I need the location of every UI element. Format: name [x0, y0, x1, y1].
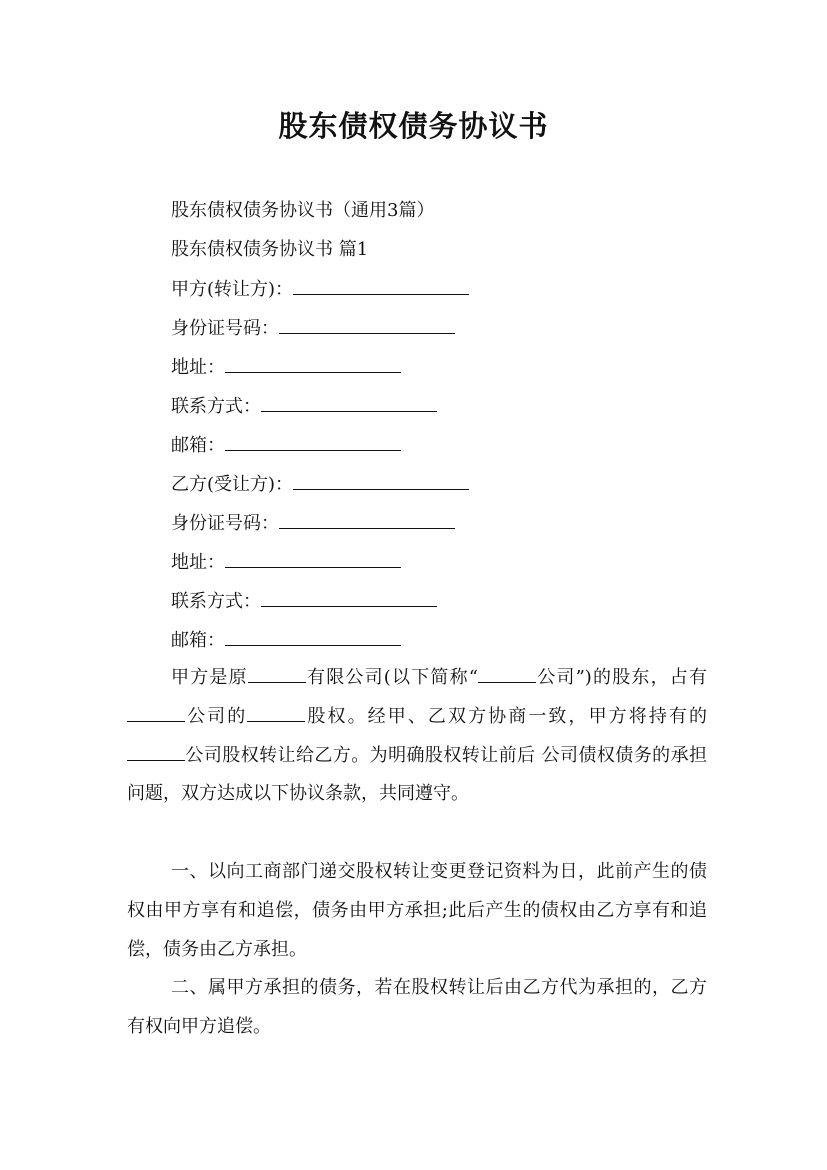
party-a-id-label: 身份证号码：: [171, 318, 279, 339]
party-a-blank: [293, 277, 469, 295]
party-b-id-label: 身份证号码：: [171, 513, 279, 534]
p1-blank-5: [127, 743, 185, 761]
paragraph-3: 二、属甲方承担的债务，若在股权转让后由乙方代为承担的，乙方有权向甲方追偿。: [127, 977, 707, 1037]
party-b-email-label: 邮箱：: [171, 630, 225, 651]
p1-text-c: 公司”)的股东，占有: [536, 667, 707, 688]
party-b-id-field: [171, 511, 455, 536]
party-b-label: 乙方(受让方)：: [171, 474, 294, 495]
p1-text-b: 有限公司(以下简称“: [305, 667, 478, 688]
paragraph-2: 一、以向工商部门递交股权转让变更登记资料为日，此前产生的债权由甲方享有和追偿，债务由甲方承担;此后产生的债权由乙方享有和追偿，债务由乙方承担。: [127, 861, 707, 960]
party-b-email-blank: [225, 628, 401, 646]
p1-blank-1: [248, 665, 306, 683]
p1-text-f: 公司股权转让给乙方。为明确股权转让前后 公司债权债务的承担问题，双方达成以下协议条款，共同遵守。: [127, 744, 707, 805]
party-a-address-blank: [225, 355, 401, 373]
party-a-email-label: 邮箱：: [171, 435, 225, 456]
document-subtitle: 股东债权债务协议书（通用3篇）: [171, 200, 435, 221]
party-b-contact-label: 联系方式：: [171, 591, 261, 612]
party-a-contact-blank: [261, 394, 437, 412]
party-b-contact-field: [171, 589, 437, 614]
party-a-field: [171, 277, 469, 302]
party-b-field: [171, 472, 469, 497]
party-b-address-blank: [225, 550, 401, 568]
party-b-contact-blank: [261, 589, 437, 607]
party-b-address-label: 地址：: [171, 552, 225, 573]
party-b-address-field: [171, 550, 401, 575]
party-a-id-field: [171, 316, 455, 341]
p1-text-d: 公司的: [185, 705, 248, 727]
p1-text-a: 甲方是原: [171, 667, 248, 688]
party-b-id-blank: [279, 511, 455, 529]
party-a-email-field: [171, 433, 401, 458]
party-b-email-field: [171, 628, 401, 653]
party-a-address-label: 地址：: [171, 357, 225, 378]
party-a-label: 甲方(转让方)：: [171, 279, 294, 300]
party-a-contact-field: [171, 394, 437, 419]
p1-text-e: 股权。经甲、乙双方协商一致，甲方将持有的: [305, 705, 708, 727]
document-title: 股东债权债务协议书: [278, 109, 549, 143]
paragraph-1: [127, 659, 707, 814]
party-a-id-blank: [279, 316, 455, 334]
p1-blank-3: [127, 704, 185, 722]
party-a-contact-label: 联系方式：: [171, 396, 261, 417]
party-a-address-field: [171, 355, 401, 380]
p1-blank-4: [247, 704, 305, 722]
p1-blank-2: [478, 665, 536, 683]
section-heading: 股东债权债务协议书 篇1: [171, 239, 369, 260]
party-a-email-blank: [225, 433, 401, 451]
party-b-blank: [293, 472, 469, 490]
